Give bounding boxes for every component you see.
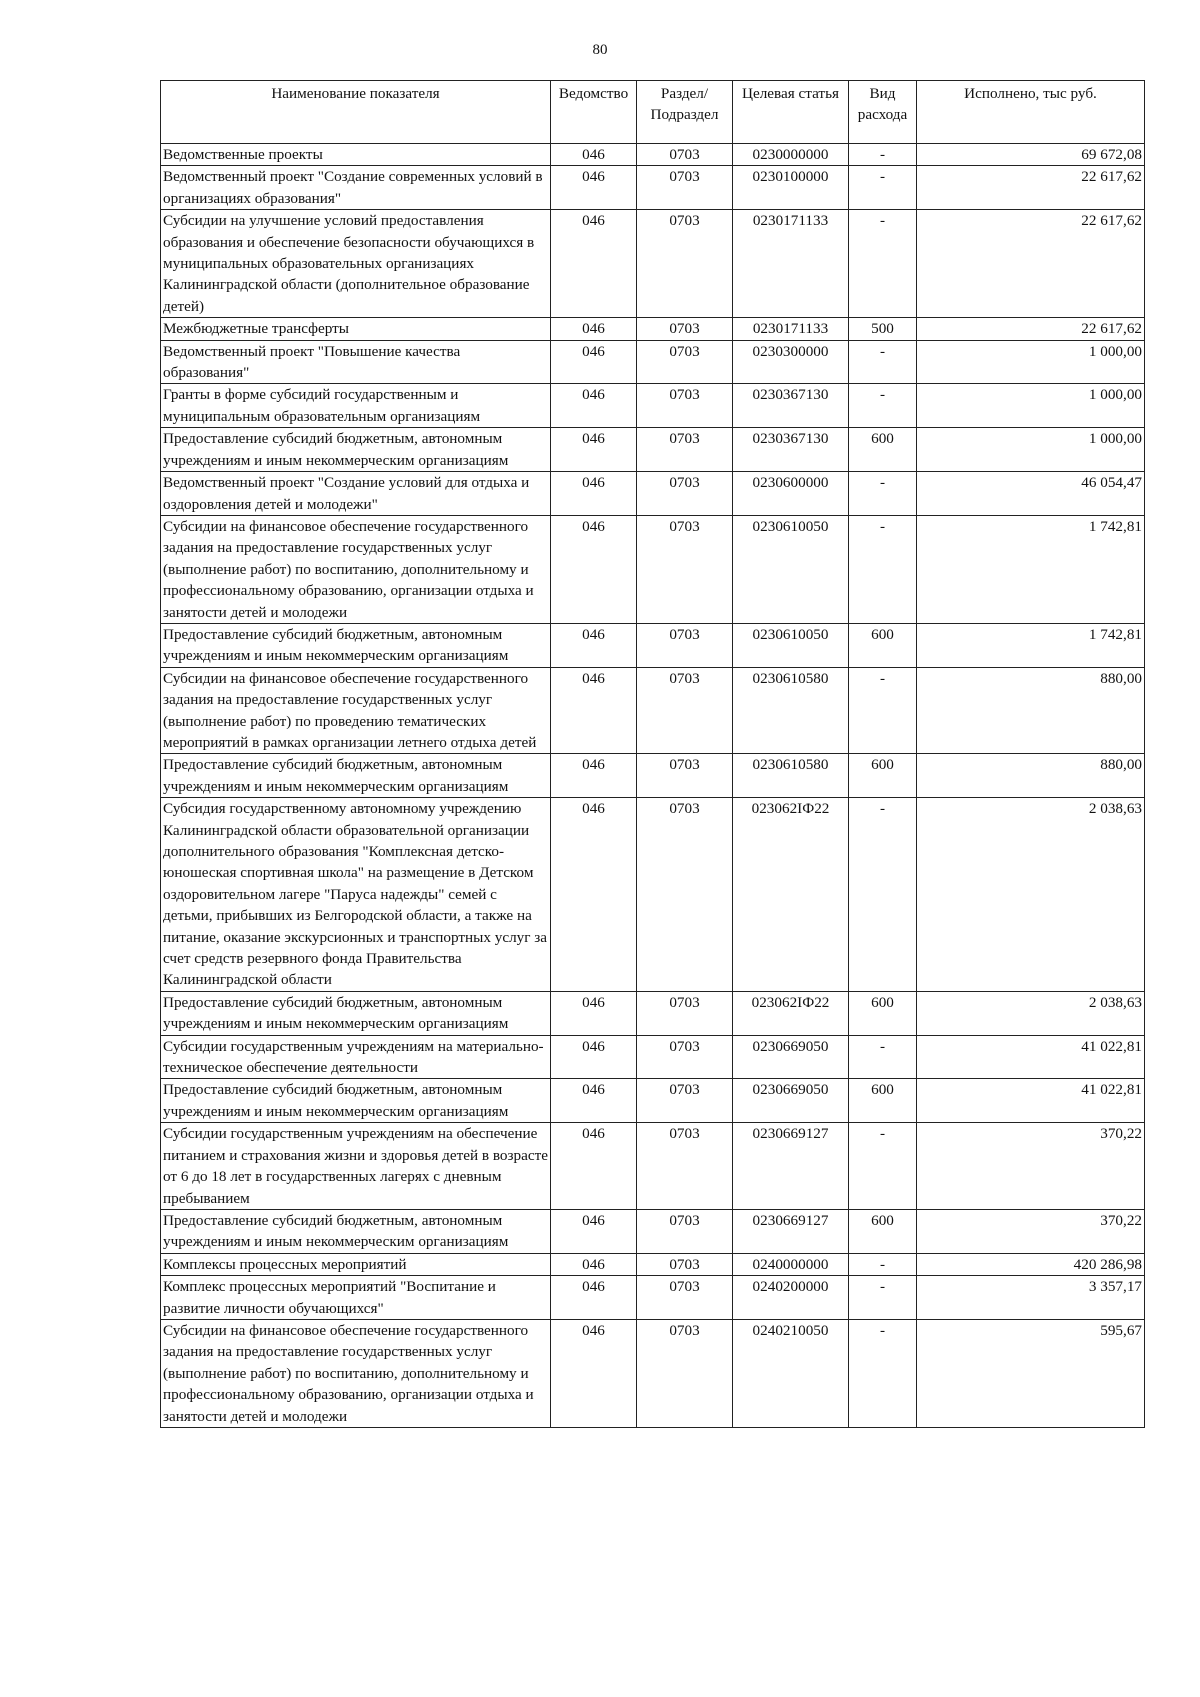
row-name: Предоставление субсидий бюджетным, автономным учреждениям и иным некоммерческим организациям: [161, 623, 551, 667]
row-section: 0703: [637, 623, 733, 667]
row-section: 0703: [637, 428, 733, 472]
row-target: 0230367130: [733, 384, 849, 428]
table-row: [161, 623, 1145, 667]
row-amount: 1 000,00: [917, 384, 1145, 428]
row-name: Комплекс процессных мероприятий "Воспитание и развитие личности обучающихся": [161, 1276, 551, 1320]
row-name: Комплексы процессных мероприятий: [161, 1253, 551, 1275]
row-section: 0703: [637, 798, 733, 992]
row-target: 0230300000: [733, 340, 849, 384]
row-section: 0703: [637, 1276, 733, 1320]
row-target: 0240000000: [733, 1253, 849, 1275]
row-department: 046: [551, 428, 637, 472]
row-section: 0703: [637, 318, 733, 340]
row-target: 0230610580: [733, 667, 849, 754]
row-name: Ведомственный проект "Повышение качества образования": [161, 340, 551, 384]
row-amount: 370,22: [917, 1209, 1145, 1253]
row-department: 046: [551, 472, 637, 516]
row-target: 0230669050: [733, 1079, 849, 1123]
row-section: 0703: [637, 754, 733, 798]
row-department: 046: [551, 1253, 637, 1275]
table-row: [161, 472, 1145, 516]
row-department: 046: [551, 1035, 637, 1079]
table-header-row: [161, 81, 1145, 144]
table-row: [161, 144, 1145, 166]
row-amount: 1 000,00: [917, 428, 1145, 472]
row-amount: 595,67: [917, 1319, 1145, 1427]
row-amount: 1 000,00: [917, 340, 1145, 384]
row-target: 0240200000: [733, 1276, 849, 1320]
row-expense-type: -: [849, 1253, 917, 1275]
row-target: 023062IФ22: [733, 991, 849, 1035]
table-row: [161, 667, 1145, 754]
table-row: [161, 210, 1145, 318]
table-row: [161, 384, 1145, 428]
row-expense-type: -: [849, 1276, 917, 1320]
row-expense-type: -: [849, 340, 917, 384]
row-section: 0703: [637, 515, 733, 623]
row-name: Субсидии на улучшение условий предоставления образования и обеспечение безопасности обучающихся в муниципальных образовательных организациях Калининградской области (дополнительное образование детей): [161, 210, 551, 318]
table-row: [161, 991, 1145, 1035]
row-name: Предоставление субсидий бюджетным, автономным учреждениям и иным некоммерческим организациям: [161, 1079, 551, 1123]
row-name: Субсидии на финансовое обеспечение государственного задания на предоставление государственных услуг (выполнение работ) по воспитанию, дополнительному и профессиональному образованию, организации отдыха и занятости детей и молодежи: [161, 515, 551, 623]
row-amount: 69 672,08: [917, 144, 1145, 166]
row-section: 0703: [637, 384, 733, 428]
row-amount: 2 038,63: [917, 991, 1145, 1035]
row-expense-type: -: [849, 1123, 917, 1210]
row-name: Предоставление субсидий бюджетным, автономным учреждениям и иным некоммерческим организациям: [161, 1209, 551, 1253]
row-department: 046: [551, 515, 637, 623]
header-target: Целевая статья: [733, 81, 849, 144]
row-name: Предоставление субсидий бюджетным, автономным учреждениям и иным некоммерческим организациям: [161, 754, 551, 798]
row-section: 0703: [637, 1123, 733, 1210]
table-row: [161, 1123, 1145, 1210]
row-name: Субсидии государственным учреждениям на материально-техническое обеспечение деятельности: [161, 1035, 551, 1079]
row-target: 0230171133: [733, 210, 849, 318]
row-department: 046: [551, 1276, 637, 1320]
row-department: 046: [551, 318, 637, 340]
row-name: Субсидии на финансовое обеспечение государственного задания на предоставление государственных услуг (выполнение работ) по воспитанию, дополнительному и профессиональному образованию, организации отдыха и занятости детей и молодежи: [161, 1319, 551, 1427]
table-row: [161, 1209, 1145, 1253]
row-department: 046: [551, 144, 637, 166]
row-expense-type: -: [849, 515, 917, 623]
row-expense-type: 600: [849, 623, 917, 667]
row-expense-type: 600: [849, 991, 917, 1035]
row-section: 0703: [637, 144, 733, 166]
row-target: 0230367130: [733, 428, 849, 472]
row-target: 0230669127: [733, 1209, 849, 1253]
row-amount: 880,00: [917, 754, 1145, 798]
row-section: 0703: [637, 667, 733, 754]
row-section: 0703: [637, 340, 733, 384]
row-department: 046: [551, 623, 637, 667]
row-department: 046: [551, 754, 637, 798]
row-department: 046: [551, 1079, 637, 1123]
row-expense-type: -: [849, 144, 917, 166]
row-department: 046: [551, 384, 637, 428]
row-expense-type: -: [849, 472, 917, 516]
row-target: 0230171133: [733, 318, 849, 340]
row-target: 0240210050: [733, 1319, 849, 1427]
row-target: 0230669127: [733, 1123, 849, 1210]
row-name: Ведомственные проекты: [161, 144, 551, 166]
row-expense-type: -: [849, 798, 917, 992]
row-amount: 370,22: [917, 1123, 1145, 1210]
header-expense-type: Вид расхода: [849, 81, 917, 144]
row-amount: 41 022,81: [917, 1035, 1145, 1079]
row-target: 0230610580: [733, 754, 849, 798]
budget-execution-table: [160, 80, 1145, 1428]
row-name: Межбюджетные трансферты: [161, 318, 551, 340]
row-expense-type: 600: [849, 754, 917, 798]
header-section: Раздел/ Подраздел: [637, 81, 733, 144]
row-section: 0703: [637, 210, 733, 318]
row-amount: 46 054,47: [917, 472, 1145, 516]
row-target: 0230610050: [733, 623, 849, 667]
table-row: [161, 1253, 1145, 1275]
row-section: 0703: [637, 991, 733, 1035]
row-section: 0703: [637, 1035, 733, 1079]
table-row: [161, 798, 1145, 992]
row-expense-type: -: [849, 384, 917, 428]
row-department: 046: [551, 340, 637, 384]
row-section: 0703: [637, 166, 733, 210]
row-expense-type: 600: [849, 1209, 917, 1253]
row-department: 046: [551, 1209, 637, 1253]
row-expense-type: -: [849, 1319, 917, 1427]
row-amount: 420 286,98: [917, 1253, 1145, 1275]
table-row: [161, 1319, 1145, 1427]
table-row: [161, 1276, 1145, 1320]
table-row: [161, 1035, 1145, 1079]
table-row: [161, 1079, 1145, 1123]
row-department: 046: [551, 1319, 637, 1427]
row-expense-type: 600: [849, 428, 917, 472]
row-amount: 3 357,17: [917, 1276, 1145, 1320]
row-target: 0230600000: [733, 472, 849, 516]
row-amount: 2 038,63: [917, 798, 1145, 992]
row-name: Предоставление субсидий бюджетным, автономным учреждениям и иным некоммерческим организациям: [161, 991, 551, 1035]
row-expense-type: -: [849, 210, 917, 318]
row-target: 0230669050: [733, 1035, 849, 1079]
row-expense-type: -: [849, 166, 917, 210]
row-name: Субсидии государственным учреждениям на обеспечение питанием и страхования жизни и здоровья детей в возрасте от 6 до 18 лет в государственных лагерях с дневным пребыванием: [161, 1123, 551, 1210]
row-name: Субсидии на финансовое обеспечение государственного задания на предоставление государственных услуг (выполнение работ) по проведению тематических мероприятий в рамках организации летнего отдыха детей: [161, 667, 551, 754]
row-section: 0703: [637, 1253, 733, 1275]
row-expense-type: 500: [849, 318, 917, 340]
row-name: Субсидия государственному автономному учреждению Калининградской области образовательной организации дополнительного образования "Комплексная детско-юношеская спортивная школа" на размещение в Детском оздоровительном лагере "Паруса надежды" семей с детьми, прибывших из Белгородской области, а также на питание, оказание экскурсионных и транспортных услуг за счет средств резервного фонда Правительства Калининградской области: [161, 798, 551, 992]
row-name: Ведомственный проект "Создание современных условий в организациях образования": [161, 166, 551, 210]
row-department: 046: [551, 166, 637, 210]
row-section: 0703: [637, 1319, 733, 1427]
row-amount: 22 617,62: [917, 210, 1145, 318]
row-amount: 41 022,81: [917, 1079, 1145, 1123]
row-target: 023062IФ22: [733, 798, 849, 992]
row-expense-type: -: [849, 667, 917, 754]
row-amount: 1 742,81: [917, 623, 1145, 667]
row-department: 046: [551, 1123, 637, 1210]
row-name: Гранты в форме субсидий государственным и муниципальным образовательным организациям: [161, 384, 551, 428]
row-section: 0703: [637, 1209, 733, 1253]
row-section: 0703: [637, 1079, 733, 1123]
row-department: 046: [551, 991, 637, 1035]
table-row: [161, 754, 1145, 798]
row-name: Ведомственный проект "Создание условий для отдыха и оздоровления детей и молодежи": [161, 472, 551, 516]
row-section: 0703: [637, 472, 733, 516]
header-name: Наименование показателя: [161, 81, 551, 144]
row-department: 046: [551, 210, 637, 318]
row-amount: 1 742,81: [917, 515, 1145, 623]
table-row: [161, 428, 1145, 472]
row-amount: 22 617,62: [917, 318, 1145, 340]
row-target: 0230000000: [733, 144, 849, 166]
page-number: 80: [592, 42, 608, 58]
row-target: 0230610050: [733, 515, 849, 623]
row-expense-type: -: [849, 1035, 917, 1079]
row-amount: 22 617,62: [917, 166, 1145, 210]
header-amount: Исполнено, тыс руб.: [917, 81, 1145, 144]
row-name: Предоставление субсидий бюджетным, автономным учреждениям и иным некоммерческим организациям: [161, 428, 551, 472]
row-amount: 880,00: [917, 667, 1145, 754]
row-department: 046: [551, 798, 637, 992]
row-target: 0230100000: [733, 166, 849, 210]
row-department: 046: [551, 667, 637, 754]
table-row: [161, 515, 1145, 623]
row-expense-type: 600: [849, 1079, 917, 1123]
header-department: Ведомство: [551, 81, 637, 144]
table-row: [161, 166, 1145, 210]
table-row: [161, 318, 1145, 340]
table-row: [161, 340, 1145, 384]
